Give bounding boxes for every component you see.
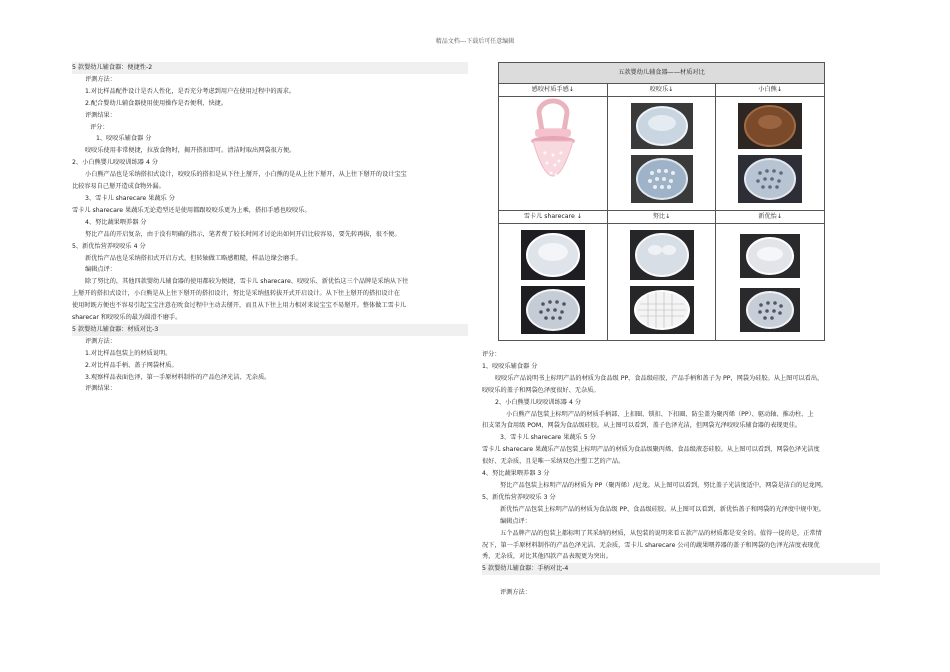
product-photo-cell	[716, 97, 824, 211]
text-line: 5、新优怡营养咬咬乐 4 分	[72, 242, 146, 250]
text-line: 小白熊产品包装上标明产品的材质手柄部、上扣圈、锁扣、下扣圈、防尘盖为聚丙烯（PP）、驱动轴、推动柱、上	[506, 410, 814, 418]
right-column	[482, 349, 880, 599]
text-line: 除了努比的，其他四款婴幼儿辅食器的使用都较为便捷，雪卡儿 sharecare、咬咬乐、新优怡这三个品牌是采纳从下往	[85, 278, 409, 286]
col-sharecare	[499, 211, 608, 340]
col-xinyouyi	[716, 211, 824, 340]
col-feeder-1	[499, 84, 608, 211]
text-line: 编辑点评：	[500, 517, 531, 525]
xinyouyi-lid-and-mesh-photo	[716, 224, 824, 340]
text-line: sharecar 和咬咬乐的最为圆滑不磨手。	[72, 314, 182, 322]
text-line: 2.对比样品手柄、盖子网袋材质。	[85, 361, 178, 369]
text-line: 新优怡产品包装上标明产品的材质为食品级 PP、食品级硅胶。从上图可以看到，新优怡盖子和网袋的光泽度中规中矩。	[500, 505, 825, 513]
text-line: 扣支架为食用级 POM，网袋为食品级硅胶。从上图可以看到，盖子色泽光洁，但网袋光泽咬咬乐辅食器的表现更佳。	[482, 422, 802, 430]
text-line: 1.对比样品包装上的材质说明。	[85, 349, 172, 357]
text-line: 小白熊产品也是采纳搭扣式设计，咬咬乐的搭扣是从下往上掰开，小白熊的是从上往下掰开，从上往下掰开的设计宝宝	[85, 171, 407, 179]
text-line: 4、努比蔬果喂养器 3 分	[482, 470, 550, 478]
section-heading: 5 款婴幼儿辅食器：手柄对比-4	[482, 563, 880, 575]
product-photo-cell	[608, 97, 716, 211]
text-line: 很好、无杂质，且是唯一采纳双色注塑工艺的产品。	[482, 458, 625, 466]
text-line: 评测方法：	[500, 589, 531, 597]
section-heading: 5 款婴幼儿辅食器：材质对比-3	[72, 324, 468, 336]
pink-fruit-feeder-photo	[499, 97, 607, 210]
text-line: 咬咬乐产品说明书上标明产品的材质为食品级 PP、食品级硅胶，产品手柄和盖子为 PP，网袋为硅胶。从上图可以看出，	[495, 374, 824, 382]
table-header-cell: 雪卡儿 sharecare ↓	[499, 211, 607, 224]
page-header: 精品文档---下载后可任意编辑	[435, 38, 515, 45]
col-yaoyaole	[608, 84, 717, 211]
table-title: 五款婴幼儿辅食器——材质对比	[499, 63, 824, 84]
text-line: 新优怡产品也是采纳搭扣式开启方式，但转轴做工略感粗糙，样品边缘会磨手。	[85, 254, 302, 262]
text-line: 2、小白熊婴儿咬咬训练器 4 分	[72, 159, 159, 167]
table-header-cell: 新优怡↓	[716, 211, 824, 224]
text-line: 评分：	[90, 123, 109, 131]
xiaobaixiong-lid-and-mesh-photo	[716, 97, 824, 210]
table-header-cell: 感咬村质手感↓	[499, 84, 607, 97]
text-line: 3.观察样品表面色泽，第一手原材料制作的产品色泽光洁、无杂质。	[85, 373, 271, 381]
text-line: 使用时既方便也不容易引起宝宝注意在吮食过程中主动去掰开，而且从下往上用力相对来说宝宝不易掰开。整体做工雪卡儿	[72, 302, 407, 310]
text-line: 2.配合婴幼儿辅食器使用使用操作是否便利、快捷。	[85, 99, 228, 107]
text-line: 雪卡儿 sharecare 果蔬乐无论造型还是使用都跟咬咬乐更为上乘，搭扣手感也咬咬乐。	[72, 206, 311, 214]
text-line: 上掰开的搭扣式设计，小白熊是从上往下掰开的搭扣设计，努比是采纳扭转拔开式开启设计。从下往上掰开的搭扣设计在	[72, 290, 400, 298]
text-line: 3、雪卡儿 sharecare 果蔬乐 5 分	[500, 434, 596, 442]
text-line: 1、咬咬乐辅食器 分	[96, 135, 152, 143]
text-line: 努比产品包装上标明产品的材质为 PP（聚丙烯）/尼龙。从上图可以看到，努比盖子光洁度适中，网袋是洁白的尼龙网。	[500, 481, 828, 489]
product-photo-cell	[716, 224, 824, 340]
text-line: 编辑点评：	[85, 266, 116, 274]
col-nuby	[608, 211, 717, 340]
text-line: 3、雪卡儿 sharecare 果蔬乐 分	[85, 194, 175, 202]
product-photo-cell	[499, 224, 607, 340]
text-line: 努比产品的开启复杂，由于没有明确的指示，笔者费了较长时间才讨论出如何开启比较容易，要先转再拔，很不便。	[85, 230, 401, 238]
text-line: 评分：	[482, 351, 501, 358]
text-line: 4、努比蔬果喂养器 分	[85, 218, 147, 226]
table-header-cell: 咬咬乐↓	[608, 84, 716, 97]
nuby-lid-and-net-photo	[608, 224, 716, 340]
yaoyaole-lid-and-mesh-photo	[608, 97, 716, 210]
product-photo-cell	[499, 97, 607, 211]
col-xiaobaixiong	[716, 84, 824, 211]
text-line: 咬咬乐的盖子和网袋色泽度很好、无杂质。	[482, 386, 600, 394]
text-line: 评测结果：	[85, 111, 116, 119]
text-line: 五个品牌产品的包装上都标明了其采纳的材质，从包装的说明来看五款产品的材质都是安全的。值得一提的是，正常情	[500, 529, 822, 537]
left-column	[72, 62, 468, 395]
text-line: 比较容易自己掰开造成食物外漏。	[72, 183, 165, 191]
text-line: 秀，无杂质，对比其他四款产品表现更为突出。	[482, 553, 612, 561]
section-heading: 5 款婴幼儿辅食器：便捷性-2	[72, 62, 468, 74]
text-line: 咬咬乐使用非常便捷，拉放食物时，揭开搭扣即可。清洁时取出网袋很方便。	[85, 147, 296, 155]
text-line: 评测方法：	[85, 337, 116, 345]
material-comparison-table	[498, 62, 825, 341]
text-line: 1.对比样品配件设计是否人性化，是否充分考虑到用户在使用过程中的需求。	[85, 87, 296, 95]
text-line: 1、咬咬乐辅食器 分	[482, 362, 538, 370]
product-photo-cell	[608, 224, 716, 340]
text-line: 评测结果：	[85, 385, 116, 393]
text-line: 雪卡儿 sharecare 果蔬乐产品包装上标明产品的材质为食品级聚丙烯、食品级液态硅胶。从上图可以看到，网袋色泽光洁度	[482, 446, 820, 454]
text-line: 评测方法：	[85, 75, 116, 83]
text-line: 5、新优怡营养咬咬乐 3 分	[482, 493, 556, 501]
sharecare-lid-and-mesh-photo	[499, 224, 607, 340]
text-line	[482, 575, 880, 587]
table-header-cell: 小白熊↓	[716, 84, 824, 97]
table-header-cell: 努比↓	[608, 211, 716, 224]
text-line: 况下，第一手原材料制作的产品色泽光洁、无杂质，雪卡儿 sharecare 公司的蔬果喂养器的盖子和网袋的色泽光洁度表现优	[482, 541, 820, 549]
text-line: 2、小白熊婴儿咬咬训练器 4 分	[495, 398, 582, 406]
